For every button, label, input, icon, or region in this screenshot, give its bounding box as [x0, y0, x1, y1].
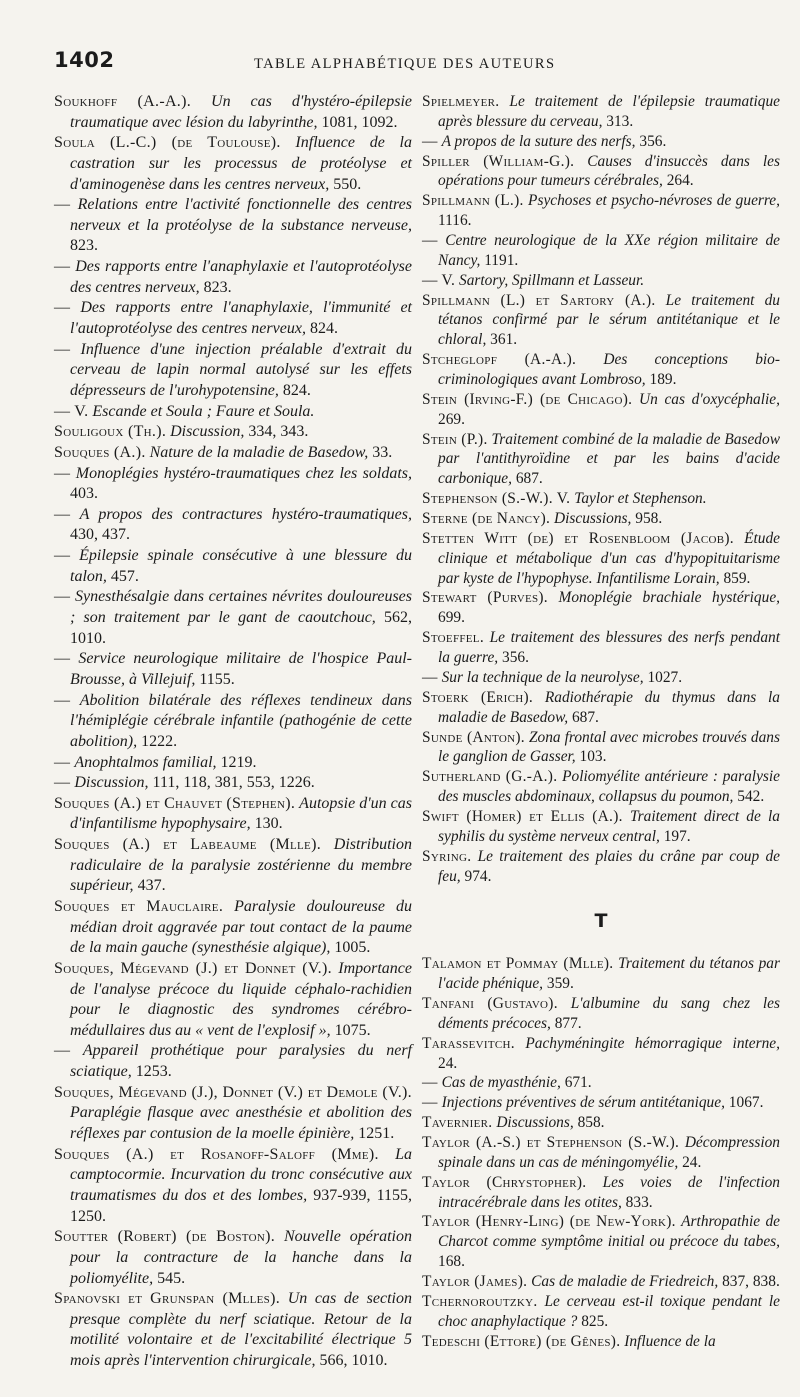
entry-author: — V. — [54, 402, 89, 420]
entry-title: Traitement du tétanos par l'acide phénique, — [438, 955, 780, 993]
entry-title: Zona frontal avec microbes trouvés dans le ganglion de Gasser, — [438, 728, 780, 766]
index-entry — [422, 529, 780, 589]
index-entry — [422, 1332, 780, 1352]
entry-author: Tedeschi (Ettore) (de Gênes). — [422, 1332, 621, 1350]
entry-pages: 403. — [70, 485, 98, 503]
entry-pages: 858. — [577, 1114, 605, 1132]
entry-title: Anophtalmos familial, — [74, 753, 217, 771]
index-entry — [54, 794, 412, 835]
index-entry — [54, 340, 412, 402]
entry-author: Swift (Homer) et Ellis (A.). — [422, 807, 623, 825]
index-entry — [422, 728, 780, 768]
entry-author: — — [54, 588, 71, 606]
entry-pages: 33. — [372, 443, 393, 461]
index-entry — [54, 773, 412, 794]
index-entry — [422, 1292, 780, 1332]
entry-title: Traitement combiné de la maladie de Basedow par l'antithyroïdine et par les bains d'acide carbonique, — [438, 430, 780, 488]
entry-author: Stephenson (S.-W.). V. — [422, 490, 571, 508]
index-entry — [422, 847, 780, 887]
entry-author: Souques (A.) et Labeaume (Mlle). — [54, 836, 321, 854]
entry-pages: 937-939, 1155, 1250. — [70, 1186, 413, 1225]
entry-author: Souques, Mégevand (J.) et Donnet (V.). — [54, 959, 332, 977]
entry-pages: 189. — [649, 371, 677, 389]
entry-title: Nouvelle opération pour la contracture de la hanche dans la poliomyélite, — [70, 1228, 413, 1287]
entry-author: — — [54, 196, 71, 214]
entry-author: Stoerk (Erich). — [422, 688, 534, 706]
entry-pages: 356. — [639, 132, 667, 150]
index-entry — [422, 291, 780, 351]
entry-author: Taylor (Henry-Ling) (de New-York). — [422, 1213, 676, 1231]
entry-author: Souques (A.) et Rosanoff-Saloff (Mme). — [54, 1145, 379, 1163]
entry-title: Centre neurologique de la XXe région militaire de Nancy, — [438, 232, 780, 269]
running-title: TABLE ALPHABÉTIQUE DES AUTEURS — [254, 56, 556, 72]
entry-title: Causes d'insuccès dans les opérations pour tumeurs cérébrales, — [438, 152, 780, 190]
index-entry — [422, 1272, 780, 1292]
entry-pages: 877. — [554, 1014, 582, 1032]
entry-pages: 542. — [737, 788, 765, 806]
index-entry — [422, 231, 780, 271]
index-entry — [54, 1083, 412, 1145]
index-entry — [54, 753, 412, 774]
entry-pages: 361. — [490, 331, 518, 349]
entry-title: Discussion, — [74, 774, 149, 792]
entry-author: Tarassevitch. — [422, 1034, 515, 1052]
entry-author: Tanfani (Gustavo). — [422, 994, 558, 1012]
entry-pages: 1027. — [647, 668, 683, 686]
index-entry — [422, 628, 780, 668]
entry-title: Traitement direct de la syphilis du système nerveux central, — [438, 807, 780, 845]
index-entry — [54, 443, 412, 464]
entry-pages: 823. — [70, 237, 98, 255]
entry-title: Injections préventives de sérum antitétanique, — [441, 1094, 725, 1112]
entry-title: Un cas de section presque complète du nerf sciatique. Retour de la motilité volontaire et de l'excitabilité électrique 5 mois après l'intervention chirurgicale, — [70, 1290, 413, 1370]
entry-title: Le traitement de l'épilepsie traumatique après blessure du cerveau, — [438, 93, 780, 130]
entry-author: Stoeffel. — [422, 629, 484, 647]
entry-author: Sterne (de Nancy). — [422, 510, 551, 528]
entry-pages: 430, 437. — [70, 526, 130, 544]
index-entry — [422, 350, 780, 390]
entry-title: Le traitement du tétanos confirmé par le sérum antitétanique et le chloral, — [438, 291, 780, 349]
entry-title: Monoplégies hystéro-traumatiques chez les soldats, — [75, 464, 413, 482]
entry-pages: 1067. — [728, 1094, 764, 1112]
entry-pages: 671. — [564, 1074, 592, 1092]
entry-pages: 1075. — [334, 1021, 371, 1039]
index-entry — [54, 402, 412, 423]
entry-author: — — [422, 1094, 438, 1112]
entry-pages: 24. — [438, 1054, 458, 1072]
index-entry — [54, 422, 412, 443]
entry-pages: 103. — [579, 748, 607, 766]
entry-author: — — [54, 650, 71, 668]
entry-pages: 1005. — [334, 939, 371, 957]
entry-title: Radiothérapie du thymus dans la maladie de Basedow, — [438, 688, 780, 726]
entry-pages: 1081, 1092. — [321, 113, 398, 131]
entry-author: Souques et Mauclaire. — [54, 897, 224, 915]
entry-pages: 313. — [606, 112, 634, 130]
entry-author: — — [54, 505, 71, 523]
entry-author: Stcheglopf (A.-A.). — [422, 351, 577, 369]
index-entry — [422, 390, 780, 430]
index-entry — [54, 92, 412, 133]
entry-title: Arthropathie de Charcot comme symptôme initial ou précoce du tabes, — [438, 1213, 780, 1251]
entry-title: Discussions, — [554, 510, 632, 528]
entry-author: — — [54, 258, 71, 276]
entry-title: Importance de l'analyse précoce du liquide céphalo-rachidien pour le diagnostic des syndromes cérébro-médullaires dus au « vent de l'explosif », — [70, 959, 412, 1039]
index-entry — [422, 688, 780, 728]
entry-author: Sunde (Anton). — [422, 728, 525, 746]
entry-author: Spillmann (L.) et Sartory (A.). — [422, 291, 656, 309]
entry-author: Stein (P.). — [422, 430, 488, 448]
entry-title: Influence d'une injection préalable d'extrait du cerveau de lapin normal autolysé sur les effets dépresseurs de l'urohypotensine, — [70, 340, 413, 399]
entry-title: L'albumine du sang chez les déments précoces, — [438, 994, 780, 1032]
entry-author: — — [54, 464, 71, 482]
right-column-t-entries — [422, 954, 780, 1351]
index-entry — [422, 1034, 780, 1074]
index-entry — [422, 152, 780, 192]
entry-author: Souques (A.) et Chauvet (Stephen). — [54, 794, 296, 812]
entry-title: Pachyméningite hémorragique interne, — [525, 1034, 780, 1052]
entry-title: Autopsie d'un cas d'infantilisme hypophysaire, — [70, 794, 412, 833]
index-entry — [422, 509, 780, 529]
entry-pages: 334, 343. — [248, 423, 309, 441]
index-entry — [54, 959, 412, 1042]
entry-pages: 958. — [635, 510, 663, 528]
entry-pages: 269. — [438, 410, 465, 428]
entry-author: Soukhoff (A.-A.). — [54, 93, 192, 110]
entry-pages: 837, 838. — [722, 1272, 780, 1290]
index-entry — [422, 92, 780, 132]
index-entry — [422, 132, 780, 152]
entry-author: Stetten Witt (de) et Rosenbloom (Jacob). — [422, 529, 734, 547]
entry-title: Un cas d'oxycéphalie, — [639, 390, 780, 408]
entry-title: Influence de la — [624, 1332, 716, 1350]
index-entry — [422, 994, 780, 1034]
index-entry — [54, 298, 412, 339]
entry-title: Discussions, — [496, 1114, 574, 1132]
index-entry — [422, 807, 780, 847]
entry-title: Épilepsie spinale consécutive à une blessure du talon, — [70, 547, 412, 585]
index-entry — [54, 649, 412, 690]
entry-pages: 1251. — [358, 1125, 395, 1143]
entry-author: — — [422, 232, 438, 250]
index-entry — [54, 587, 412, 649]
index-entry — [422, 1212, 780, 1272]
entry-pages: 168. — [438, 1253, 465, 1271]
left-column — [54, 92, 412, 1372]
index-entry — [422, 1113, 780, 1133]
entry-author: — — [54, 299, 71, 317]
entry-author: Souligoux (Th.). — [54, 423, 167, 441]
entry-author: Soula (L.-C.) (de Toulouse). — [54, 134, 281, 152]
entry-title: Service neurologique militaire de l'hospice Paul-Brousse, à Villejuif, — [70, 650, 412, 688]
entry-author: Stein (Irving-F.) (de Chicago). — [422, 390, 633, 408]
entry-pages: 437. — [137, 877, 166, 895]
index-entry — [54, 195, 412, 257]
entry-author: Souques, Mégevand (J.), Donnet (V.) et Demole (V.). — [54, 1083, 412, 1101]
index-entry — [54, 546, 412, 587]
entry-title: Appareil prothétique pour paralysies du nerf sciatique, — [70, 1042, 413, 1081]
index-entry — [54, 835, 412, 897]
entry-author: — — [54, 774, 71, 792]
entry-author: Taylor (A.-S.) et Stephenson (S.-W.). — [422, 1133, 680, 1151]
index-entry — [54, 691, 412, 753]
entry-author: — V. — [422, 271, 456, 289]
entry-author: — — [422, 132, 438, 150]
entry-pages: 1116. — [438, 212, 472, 230]
entry-author: Talamon et Pommay (Mlle). — [422, 955, 614, 973]
entry-title: Un cas d'hystéro-épilepsie traumatique avec lésion du labyrinthe, — [70, 93, 412, 131]
entry-pages: 824. — [309, 320, 338, 338]
index-entry — [54, 505, 412, 546]
entry-title: Des conceptions bio-criminologiques avant Lombroso, — [438, 351, 780, 389]
entry-title: Abolition bilatérale des réflexes tendineux dans l'hémiplégie cérébrale infantile (pathogénie de cette abolition), — [70, 691, 413, 750]
section-letter-t: T — [594, 910, 608, 933]
entry-author: Syring. — [422, 847, 472, 865]
entry-pages: 562, 1010. — [70, 609, 413, 647]
index-entry — [422, 1173, 780, 1213]
entry-title: Escande et Soula ; Faure et Soula. — [92, 402, 315, 420]
entry-pages: 825. — [581, 1312, 609, 1330]
entry-pages: 111, 118, 381, 553, 1226. — [152, 774, 315, 792]
entry-pages: 550. — [333, 175, 362, 193]
index-entry — [422, 1093, 780, 1113]
entry-author: — — [422, 668, 438, 686]
entry-pages: 1253. — [135, 1063, 172, 1081]
entry-title: Le traitement des plaies du crâne par coup de feu, — [438, 847, 780, 885]
entry-author: — — [54, 1042, 71, 1060]
index-entry — [422, 1133, 780, 1173]
entry-author: — — [54, 547, 71, 565]
entry-title: Sartory, Spillmann et Lasseur. — [459, 271, 645, 289]
entry-pages: 859. — [723, 569, 751, 587]
entry-title: A propos des contractures hystéro-traumatiques, — [79, 505, 413, 523]
entry-title: Taylor et Stephenson. — [574, 490, 707, 508]
index-entry — [422, 191, 780, 231]
entry-title: La camptocormie. Incurvation du tronc consécutive aux traumatismes du dos et des lombes, — [70, 1145, 413, 1204]
index-entry — [54, 1041, 412, 1082]
index-entry — [54, 464, 412, 505]
entry-pages: 1191. — [484, 251, 519, 269]
index-entry — [54, 1227, 412, 1289]
entry-pages: 566, 1010. — [319, 1352, 388, 1370]
index-entry — [422, 954, 780, 994]
entry-title: Distribution radiculaire de la paralysie zostérienne du membre supérieur, — [70, 836, 412, 895]
entry-title: Le traitement des blessures des nerfs pendant la guerre, — [438, 629, 780, 667]
entry-pages: 687. — [571, 708, 599, 726]
entry-title: Le cerveau est-il toxique pendant le choc anaphylactique ? — [438, 1292, 780, 1330]
entry-title: Discussion, — [170, 423, 245, 441]
entry-author: Taylor (James). — [422, 1272, 528, 1290]
entry-title: Les voies de l'infection intracérébrale dans les otites, — [438, 1173, 780, 1211]
entry-pages: 130. — [254, 815, 283, 833]
entry-title: Relations entre l'activité fonctionnelle des centres nerveux et la protéolyse de la substance nerveuse, — [70, 196, 413, 234]
entry-pages: 264. — [666, 172, 694, 190]
entry-pages: 687. — [515, 470, 543, 488]
entry-pages: 24. — [682, 1153, 702, 1171]
entry-title: Décompression spinale dans un cas de méningomyélie, — [438, 1133, 780, 1171]
entry-pages: 1222. — [141, 732, 178, 750]
entry-author: Spiller (William-G.). — [422, 152, 575, 170]
entry-title: Paralysie douloureuse du médian droit aggravée par tout contact de la paume de la main gauche (synesthésie algique), — [70, 897, 412, 957]
page-header — [54, 48, 746, 78]
entry-author: Spillmann (L.). — [422, 192, 524, 210]
entry-author: — — [422, 1074, 438, 1092]
entry-title: A propos de la suture des nerfs, — [441, 132, 636, 150]
right-column-s-entries — [422, 92, 780, 886]
right-column — [422, 92, 780, 1351]
entry-author: Taylor (Chrystopher). — [422, 1173, 587, 1191]
entry-author: Soutter (Robert) (de Boston). — [54, 1228, 276, 1246]
entry-author: Spielmeyer. — [422, 93, 500, 110]
entry-author: Spanovski et Grunspan (Mlles). — [54, 1290, 281, 1308]
entry-pages: 833. — [625, 1193, 653, 1211]
index-entry — [54, 133, 412, 195]
entry-pages: 823. — [203, 278, 232, 296]
index-entry — [422, 668, 780, 688]
page-number: 1402 — [54, 48, 115, 72]
entry-title: Poliomyélite antérieure : paralysie des muscles abdominaux, collapsus du poumon, — [438, 768, 780, 806]
index-entry — [422, 430, 780, 490]
entry-title: Nature de la maladie de Basedow, — [149, 443, 369, 461]
index-entry — [54, 257, 412, 298]
entry-pages: 1155. — [199, 670, 235, 688]
index-entry — [54, 897, 412, 959]
entry-author: Sutherland (G.-A.). — [422, 768, 558, 786]
entry-title: Monoplégie brachiale hystérique, — [558, 589, 780, 607]
entry-title: Des rapports entre l'anaphylaxie et l'autoprotéolyse des centres nerveux, — [70, 258, 413, 296]
entry-pages: 974. — [464, 867, 492, 885]
entry-title: Influence de la castration sur les processus de protéolyse et d'aminogenèse dans les centres nerveux, — [70, 134, 412, 193]
entry-pages: 359. — [546, 975, 574, 993]
index-entry — [54, 1145, 412, 1228]
index-entry — [422, 588, 780, 628]
index-entry — [422, 489, 780, 509]
entry-pages: 824. — [282, 381, 311, 399]
entry-pages: 457. — [110, 567, 139, 585]
index-entry — [54, 1289, 412, 1372]
entry-author: Tchernoroutzky. — [422, 1292, 538, 1310]
entry-pages: 545. — [157, 1269, 186, 1287]
entry-author: — — [54, 753, 71, 771]
index-entry — [422, 767, 780, 807]
entry-pages: 356. — [502, 649, 529, 667]
entry-pages: 699. — [438, 609, 465, 627]
entry-title: Cas de myasthénie, — [441, 1074, 561, 1092]
entry-title: Paraplégie flasque avec anesthésie et abolition des réflexes par contusion de la moelle épinière, — [70, 1104, 412, 1143]
entry-author: Souques (A.). — [54, 443, 146, 461]
index-entry — [422, 271, 780, 291]
entry-title: Des rapports entre l'anaphylaxie, l'immunité et l'autoprotéolyse des centres nerveux, — [70, 299, 412, 338]
entry-author: — — [54, 340, 71, 358]
index-entry — [422, 1073, 780, 1093]
entry-pages: 1219. — [220, 753, 257, 771]
entry-title: Synesthésalgie dans certaines névrites douloureuses ; son traitement par le gant de caoutchouc, — [70, 588, 413, 627]
entry-title: Psychoses et psycho-névroses de guerre, — [528, 192, 780, 210]
entry-author: — — [54, 691, 71, 709]
entry-title: Étude clinique et métabolique d'un cas d'hypopituitarisme par kyste de l'hypophyse. Infantilisme Lorain, — [438, 529, 780, 587]
entry-author: Tavernier. — [422, 1114, 493, 1132]
entry-title: Sur la technique de la neurolyse, — [441, 668, 644, 686]
entry-pages: 197. — [663, 827, 691, 845]
entry-author: Stewart (Purves). — [422, 589, 548, 607]
entry-title: Cas de maladie de Friedreich, — [531, 1272, 719, 1290]
